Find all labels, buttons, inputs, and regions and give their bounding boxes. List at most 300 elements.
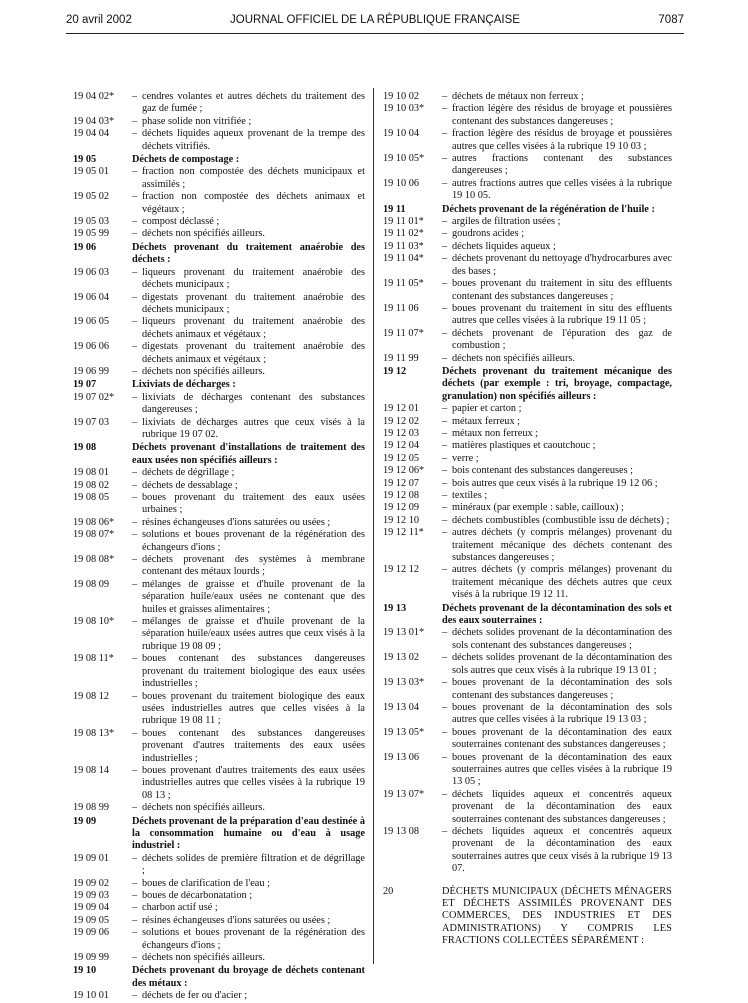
entry-dash: – <box>132 416 138 428</box>
page-header <box>66 14 684 30</box>
entry-dash: – <box>442 228 448 240</box>
waste-description <box>442 515 672 527</box>
entry-dash: – <box>442 327 448 339</box>
waste-code: 19 08 08* <box>73 554 115 566</box>
entry-dash: – <box>442 677 448 689</box>
waste-description <box>442 366 672 403</box>
waste-entry <box>73 952 365 964</box>
chapter-entry <box>73 242 365 267</box>
waste-code: 19 13 01* <box>383 627 425 639</box>
waste-entry <box>73 480 365 492</box>
waste-description <box>442 727 672 752</box>
entry-text: déchets de dégrillage ; <box>142 467 235 479</box>
waste-description <box>442 278 672 303</box>
header-page-number: 7087 <box>658 14 684 26</box>
waste-code: 19 04 02* <box>73 91 115 102</box>
waste-code: 19 11 03* <box>383 240 424 252</box>
entry-text: Déchets provenant du traitement mécanique des déchets (par exemple : tri, broyage, compactage, granulation) non spécifiés ailleurs : <box>442 365 672 402</box>
waste-code: 19 11 99 <box>383 352 419 364</box>
entry-text: résines échangeuses d'ions saturées ou usées ; <box>142 516 331 528</box>
entry-text: boues de clarification de l'eau ; <box>142 877 270 889</box>
entry-dash: – <box>442 825 448 837</box>
entry-text: Déchets provenant du traitement anaérobie des déchets : <box>132 241 365 266</box>
waste-entry <box>383 826 672 876</box>
entry-dash: – <box>132 578 138 590</box>
entry-text: Déchets provenant de la décontamination des sols et des eaux souterraines : <box>442 602 672 627</box>
waste-code: 19 06 06 <box>73 341 110 353</box>
waste-description <box>132 292 365 317</box>
entry-text: bois autres que ceux visés à la rubrique 19 12 06 ; <box>452 477 658 489</box>
waste-code: 19 11 06 <box>383 302 419 314</box>
entry-dash: – <box>442 452 448 464</box>
waste-entry <box>383 440 672 452</box>
entry-dash: – <box>442 751 448 763</box>
waste-description <box>442 128 672 153</box>
waste-code: 19 08 <box>73 442 97 454</box>
waste-entry <box>73 765 365 802</box>
waste-entry <box>383 278 672 303</box>
entry-dash: – <box>132 128 138 140</box>
waste-description <box>132 267 365 292</box>
entry-text: Déchets provenant de la régénération de l'huile : <box>442 203 655 215</box>
chapter-entry <box>73 154 365 166</box>
entry-dash: – <box>132 91 138 102</box>
waste-code: 19 05 99 <box>73 228 110 240</box>
waste-entry <box>383 789 672 826</box>
entry-text: solutions et boues provenant de la régénération des échangeurs d'ions ; <box>142 529 365 553</box>
right-column <box>383 91 672 948</box>
entry-text: fraction non compostée des déchets animaux et végétaux ; <box>142 191 365 215</box>
waste-code: 19 06 99 <box>73 365 110 377</box>
entry-dash: – <box>132 616 138 628</box>
waste-entry <box>383 627 672 652</box>
waste-code: 19 09 05 <box>73 914 110 926</box>
waste-entry <box>73 267 365 292</box>
waste-description <box>132 915 365 927</box>
entry-dash: – <box>132 291 138 303</box>
entry-dash: – <box>132 877 138 889</box>
waste-description <box>442 178 672 203</box>
entry-text: phase solide non vitrifiée ; <box>142 115 252 127</box>
waste-code: 19 12 12 <box>383 564 420 576</box>
entry-dash: – <box>442 627 448 639</box>
entry-text: autres déchets (y compris mélanges) provenant du traitement mécanique des déchets autres que ceux visés à la rubrique 19 12 11. <box>452 564 672 601</box>
waste-description <box>442 677 672 702</box>
entry-text: déchets de métaux non ferreux ; <box>452 91 584 102</box>
waste-description <box>132 91 365 116</box>
waste-code: 19 13 02 <box>383 652 420 664</box>
waste-entry <box>73 890 365 902</box>
waste-entry <box>73 579 365 616</box>
waste-code: 19 10 <box>73 965 97 977</box>
waste-description <box>442 453 672 465</box>
waste-entry <box>383 527 672 564</box>
waste-description <box>442 603 672 628</box>
waste-description <box>132 927 365 952</box>
entry-dash: – <box>442 726 448 738</box>
header-rule <box>66 33 684 34</box>
waste-code: 19 12 02 <box>383 415 420 427</box>
entry-dash: – <box>132 391 138 403</box>
entry-dash: – <box>442 91 448 102</box>
waste-description <box>442 103 672 128</box>
waste-description <box>132 616 365 653</box>
chapter-entry <box>73 442 365 467</box>
waste-description <box>442 440 672 452</box>
entry-text: déchets de fer ou d'acier ; <box>142 990 248 1002</box>
entry-text: boues provenant du traitement in situ des effluents autres que celles visées à la rubrique 19 11 05 ; <box>452 302 672 327</box>
entry-dash: – <box>132 166 138 178</box>
waste-code: 19 09 06 <box>73 927 110 939</box>
waste-entry <box>73 467 365 479</box>
entry-dash: – <box>132 890 138 901</box>
entry-text: autres déchets (y compris mélanges) provenant du traitement mécanique des déchets contenant des substances dangereuses ; <box>452 527 672 564</box>
entry-text: déchets provenant du nettoyage d'hydrocarbures avec des bases ; <box>452 253 673 277</box>
entry-dash: – <box>442 701 448 713</box>
waste-code: 19 10 01 <box>73 990 110 1002</box>
column-divider <box>373 88 374 964</box>
entry-text: mélanges de graisse et d'huile provenant de la séparation huile/eaux usées ne contenant que des huiles et graisses alimentaires ; <box>142 578 365 615</box>
waste-code: 19 09 02 <box>73 877 110 889</box>
waste-description <box>132 366 365 378</box>
entry-text: digestats provenant du traitement anaérobie des déchets animaux et végétaux ; <box>142 341 365 365</box>
waste-description <box>442 204 672 216</box>
waste-description <box>132 242 365 267</box>
chapter-entry <box>73 816 365 853</box>
waste-entry <box>383 752 672 789</box>
waste-description <box>442 228 672 240</box>
entry-text: lixiviats de décharges contenant des substances dangereuses ; <box>142 391 365 416</box>
entry-dash: – <box>132 191 138 203</box>
header-title: JOURNAL OFFICIEL DE LA RÉPUBLIQUE FRANÇAISE <box>230 14 520 26</box>
waste-description <box>442 490 672 502</box>
waste-code: 19 13 03* <box>383 677 425 689</box>
waste-entry <box>383 502 672 514</box>
waste-code: 19 08 09 <box>73 578 110 590</box>
waste-entry <box>73 366 365 378</box>
waste-code: 19 08 10* <box>73 616 115 628</box>
waste-code: 19 11 <box>383 203 406 215</box>
waste-entry <box>73 728 365 765</box>
entry-dash: – <box>132 653 138 665</box>
waste-entry <box>73 392 365 417</box>
waste-description <box>442 527 672 564</box>
left-column <box>73 91 365 1003</box>
waste-code: 19 08 06* <box>73 516 115 528</box>
entry-dash: – <box>442 788 448 800</box>
waste-entry <box>73 653 365 690</box>
waste-description <box>132 653 365 690</box>
waste-entry <box>73 316 365 341</box>
waste-description <box>132 442 365 467</box>
entry-text: déchets provenant des systèmes à membrane contenant des métaux lourds ; <box>142 554 365 578</box>
waste-entry <box>73 902 365 914</box>
waste-code: 19 04 04 <box>73 128 110 140</box>
entry-text: résines échangeuses d'ions saturées ou usées ; <box>142 914 331 926</box>
entry-text: mélanges de graisse et d'huile provenant de la séparation huile/eaux usées autres que ceux visés à la rubrique 19 08 09 ; <box>142 616 365 652</box>
waste-entry <box>383 490 672 502</box>
entry-text: boues provenant du traitement in situ des effluents contenant des substances dangereuses ; <box>452 278 672 302</box>
waste-description <box>132 392 365 417</box>
waste-description <box>132 579 365 616</box>
waste-code: 19 13 06 <box>383 751 420 763</box>
waste-code: 19 13 07* <box>383 788 425 800</box>
entry-dash: – <box>442 253 448 265</box>
waste-code: 19 13 <box>383 602 407 614</box>
entry-text: textiles ; <box>452 490 488 501</box>
waste-description <box>132 529 365 554</box>
entry-text: déchets liquides aqueux et concentrés aqueux provenant de la décontamination des eaux souterraines contenant des substances dangereuses ; <box>452 788 672 825</box>
entry-dash: – <box>132 365 138 377</box>
entry-dash: – <box>132 516 138 528</box>
waste-entry <box>73 853 365 878</box>
waste-entry <box>73 91 365 116</box>
entry-text: autres fractions autres que celles visées à la rubrique 19 10 05. <box>452 177 672 202</box>
waste-description <box>132 379 365 391</box>
waste-code: 19 08 99 <box>73 802 110 814</box>
entry-dash: – <box>132 927 138 939</box>
entry-dash: – <box>442 352 448 364</box>
entry-dash: – <box>442 502 448 514</box>
entry-text: déchets de dessablage ; <box>142 479 238 491</box>
entry-text: Déchets provenant de la préparation d'eau destinée à la consommation humaine ou d'eau à usage industriel : <box>132 815 365 852</box>
waste-description <box>442 353 672 365</box>
waste-description <box>132 480 365 492</box>
waste-entry <box>73 616 365 653</box>
entry-text: argiles de filtration usées ; <box>452 216 561 228</box>
entry-dash: – <box>132 266 138 278</box>
waste-code: 19 06 03 <box>73 266 110 278</box>
chapter-entry <box>383 204 672 216</box>
waste-description <box>132 228 365 240</box>
entry-text: Déchets provenant d'installations de traitement des eaux usées non spécifiés ailleurs : <box>132 442 365 466</box>
waste-code: 19 12 09 <box>383 502 420 514</box>
waste-code: 19 08 12 <box>73 690 110 702</box>
waste-code: 19 12 06* <box>383 465 425 477</box>
entry-dash: – <box>442 302 448 314</box>
waste-description <box>442 303 672 328</box>
entry-dash: – <box>442 427 448 439</box>
waste-description <box>132 952 365 964</box>
waste-description <box>442 91 672 103</box>
entry-text: déchets non spécifiés ailleurs. <box>142 952 265 964</box>
waste-code: 19 11 04* <box>383 253 424 265</box>
entry-dash: – <box>132 914 138 926</box>
entry-text: DÉCHETS MUNICIPAUX (DÉCHETS MÉNAGERS ET DÉCHETS ASSIMILÉS PROVENANT DES COMMERCES, DES INDUSTRIES ET DES ADMINISTRATIONS) Y COMPRIS LES FRACTIONS COLLECTÉES SÉPARÉMENT : <box>442 885 672 947</box>
waste-code: 19 10 04 <box>383 128 420 140</box>
entry-dash: – <box>442 216 448 228</box>
waste-code: 19 12 04 <box>383 440 420 452</box>
waste-entry <box>73 292 365 317</box>
waste-description <box>132 191 365 216</box>
entry-dash: – <box>442 415 448 427</box>
entry-text: déchets non spécifiés ailleurs. <box>142 365 265 377</box>
entry-text: minéraux (par exemple : sable, cailloux) ; <box>452 502 624 514</box>
entry-dash: – <box>132 690 138 702</box>
waste-entry <box>383 702 672 727</box>
entry-text: liqueurs provenant du traitement anaérobie des déchets municipaux ; <box>142 266 365 291</box>
waste-description <box>132 166 365 191</box>
waste-description <box>442 153 672 178</box>
entry-text: métaux ferreux ; <box>452 415 521 427</box>
waste-description <box>442 826 672 876</box>
waste-description <box>442 416 672 428</box>
waste-entry <box>73 417 365 442</box>
waste-code: 19 08 01 <box>73 467 110 479</box>
waste-entry <box>73 878 365 890</box>
waste-code: 19 12 11* <box>383 527 424 539</box>
entry-text: digestats provenant du traitement anaérobie des déchets municipaux ; <box>142 291 365 315</box>
entry-text: déchets non spécifiés ailleurs. <box>452 352 575 364</box>
waste-entry <box>383 91 672 103</box>
entry-text: bois contenant des substances dangereuses ; <box>452 465 634 477</box>
entry-dash: – <box>132 228 138 240</box>
entry-text: déchets liquides aqueux ; <box>452 240 556 252</box>
entry-text: déchets liquides aqueux provenant de la trempe des déchets vitrifiés. <box>142 128 365 152</box>
waste-description <box>442 502 672 514</box>
entry-text: boues provenant du traitement biologique des eaux usées industrielles autres que celles visées à la rubrique 19 08 11 ; <box>142 690 365 727</box>
waste-description <box>132 154 365 166</box>
waste-entry <box>383 253 672 278</box>
entry-text: lixiviats de décharges autres que ceux visés à la rubrique 19 07 02. <box>142 416 365 440</box>
entry-text: charbon actif usé ; <box>142 902 218 914</box>
waste-entry <box>73 228 365 240</box>
waste-code: 19 13 04 <box>383 701 420 713</box>
waste-code: 19 08 02 <box>73 479 110 491</box>
waste-entry <box>383 453 672 465</box>
entry-text: déchets non spécifiés ailleurs. <box>142 228 265 240</box>
entry-text: déchets solides de première filtration et de dégrillage ; <box>142 852 365 877</box>
waste-code: 19 11 07* <box>383 327 424 339</box>
waste-description <box>132 902 365 914</box>
waste-description <box>132 128 365 153</box>
chapter-entry <box>383 603 672 628</box>
waste-entry <box>383 677 672 702</box>
waste-entry <box>73 191 365 216</box>
waste-entry <box>383 478 672 490</box>
entry-dash: – <box>442 477 448 489</box>
waste-code: 19 07 02* <box>73 391 115 403</box>
waste-code: 19 09 04 <box>73 902 110 914</box>
chapter-entry <box>383 366 672 403</box>
entry-dash: – <box>442 153 448 165</box>
entry-text: boues de décarbonatation ; <box>142 890 253 901</box>
entry-dash: – <box>132 727 138 739</box>
entry-dash: – <box>442 527 448 539</box>
waste-entry <box>73 492 365 517</box>
entry-dash: – <box>132 216 138 228</box>
entry-text: déchets non spécifiés ailleurs. <box>142 802 265 814</box>
waste-description <box>132 341 365 366</box>
header-date: 20 avril 2002 <box>66 14 132 26</box>
entry-text: matières plastiques et caoutchouc ; <box>452 440 596 452</box>
waste-description <box>442 627 672 652</box>
waste-code: 19 09 99 <box>73 952 110 964</box>
entry-dash: – <box>442 103 448 115</box>
waste-description <box>442 465 672 477</box>
waste-entry <box>383 727 672 752</box>
entry-dash: – <box>442 128 448 140</box>
waste-entry <box>383 303 672 328</box>
waste-code: 20 <box>383 885 394 897</box>
entry-text: verre ; <box>452 452 479 464</box>
waste-description <box>132 492 365 517</box>
waste-code: 19 12 <box>383 365 407 377</box>
entry-text: métaux non ferreux ; <box>452 427 539 439</box>
waste-entry <box>73 216 365 228</box>
entry-text: déchets liquides aqueux et concentrés aqueux provenant de la décontamination des eaux souterraines autres que ceux visés à la rubrique 19 13 07. <box>452 825 672 875</box>
entry-dash: – <box>442 652 448 664</box>
waste-code: 19 08 11* <box>73 653 114 665</box>
entry-dash: – <box>132 467 138 479</box>
waste-entry <box>73 915 365 927</box>
waste-entry <box>383 228 672 240</box>
waste-entry <box>73 990 365 1002</box>
waste-description <box>132 116 365 128</box>
waste-entry <box>73 691 365 728</box>
entry-text: cendres volantes et autres déchets du traitement des gaz de fumée ; <box>142 91 365 115</box>
waste-entry <box>383 153 672 178</box>
entry-text: papier et carton ; <box>452 403 522 415</box>
waste-description <box>132 990 365 1002</box>
waste-code: 19 12 03 <box>383 427 420 439</box>
waste-description <box>132 216 365 228</box>
waste-entry <box>383 403 672 415</box>
entry-text: boues provenant d'autres traitements des eaux usées industrielles autres que celles visées à la rubrique 19 08 13 ; <box>142 764 365 801</box>
waste-code: 19 12 07 <box>383 477 420 489</box>
chapter-entry <box>73 965 365 990</box>
entry-dash: – <box>132 529 138 541</box>
entry-text: boues provenant de la décontamination des eaux souterraines autres que celles visées à la rubrique 19 13 05 ; <box>452 751 672 788</box>
entry-text: autres fractions contenant des substances dangereuses ; <box>452 153 672 177</box>
entry-dash: – <box>132 492 138 503</box>
waste-entry <box>383 128 672 153</box>
waste-description <box>442 886 672 948</box>
waste-description <box>132 965 365 990</box>
waste-description <box>442 752 672 789</box>
waste-entry <box>73 802 365 814</box>
waste-code: 19 07 03 <box>73 416 110 428</box>
waste-description <box>132 316 365 341</box>
waste-entry <box>73 128 365 153</box>
waste-code: 19 08 14 <box>73 764 110 776</box>
waste-code: 19 08 05 <box>73 492 110 503</box>
waste-entry <box>383 328 672 353</box>
entry-text: boues provenant de la décontamination des eaux souterraines contenant des substances dangereuses ; <box>452 726 672 751</box>
waste-entry <box>73 927 365 952</box>
waste-code: 19 09 03 <box>73 890 110 901</box>
entry-dash: – <box>442 564 448 576</box>
entry-dash: – <box>132 802 138 814</box>
waste-entry <box>383 353 672 365</box>
entry-text: fraction légère des résidus de broyage et poussières contenant des substances dangereuses ; <box>452 103 672 127</box>
waste-code: 19 12 08 <box>383 490 420 501</box>
entry-dash: – <box>132 341 138 353</box>
waste-code: 19 04 03* <box>73 115 115 127</box>
waste-description <box>132 554 365 579</box>
waste-entry <box>73 341 365 366</box>
waste-entry <box>73 116 365 128</box>
waste-entry <box>73 529 365 554</box>
waste-code: 19 12 01 <box>383 403 420 415</box>
waste-entry <box>383 515 672 527</box>
entry-dash: – <box>132 479 138 491</box>
entry-text: goudrons acides ; <box>452 228 525 240</box>
waste-code: 19 11 05* <box>383 278 424 290</box>
waste-entry <box>383 465 672 477</box>
entry-dash: – <box>442 403 448 415</box>
entry-dash: – <box>132 902 138 914</box>
